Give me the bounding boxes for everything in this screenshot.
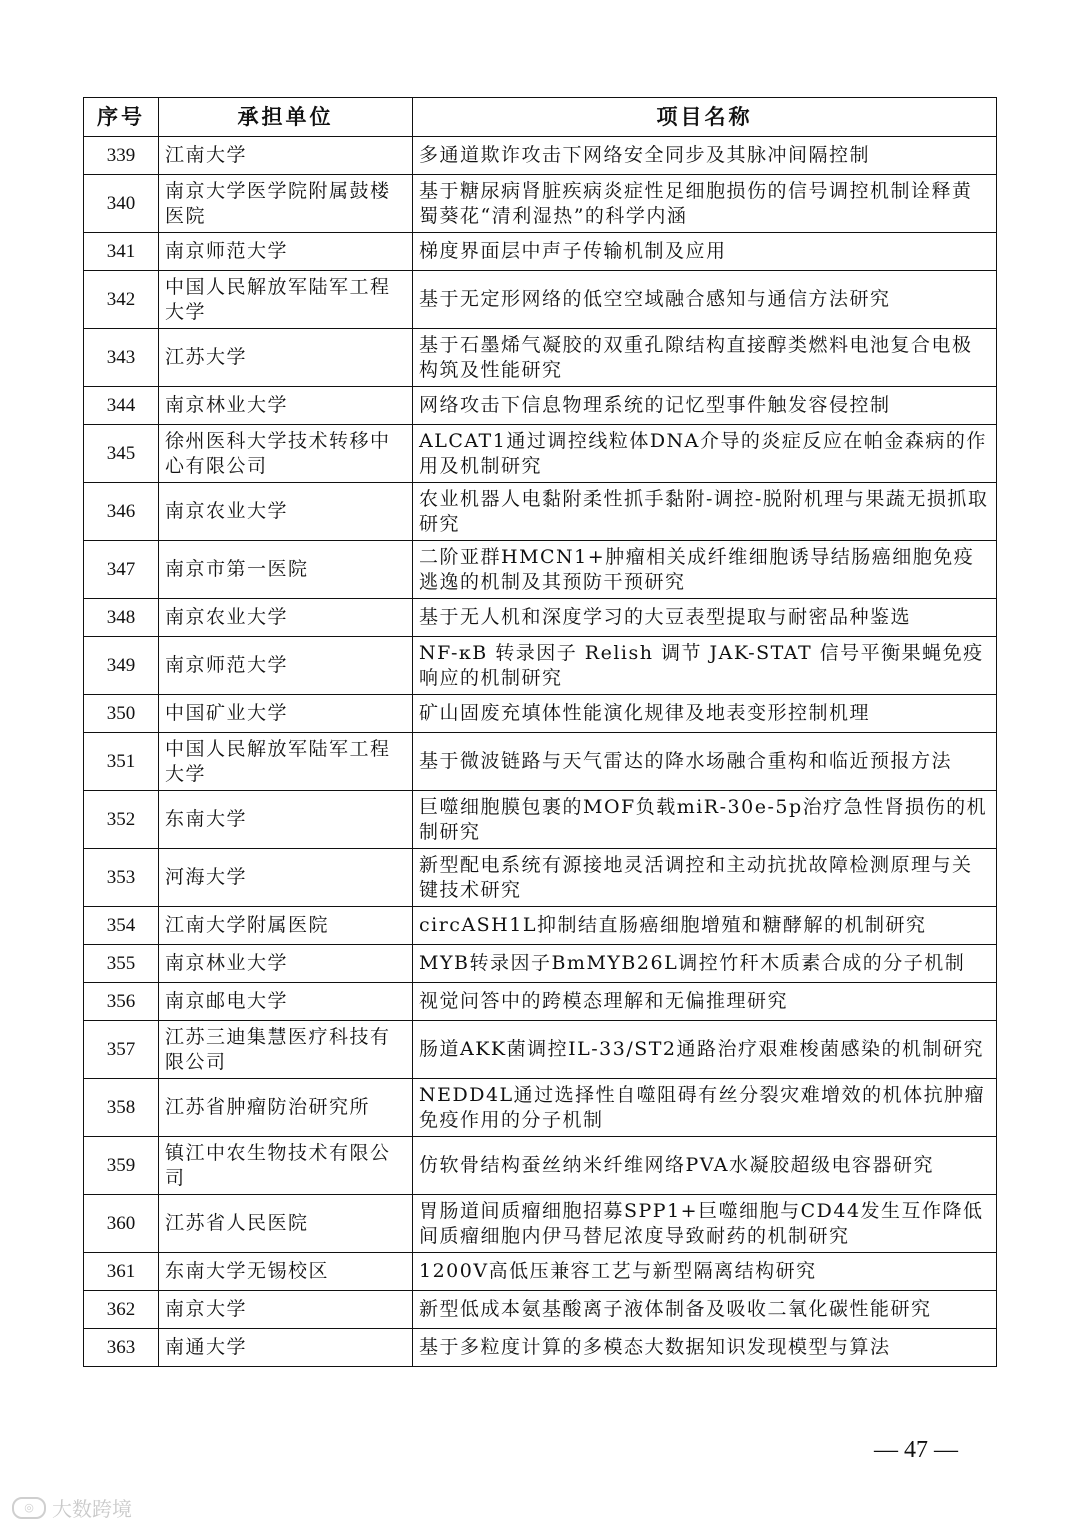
table-body [84, 137, 997, 1367]
table-row [84, 945, 997, 983]
cell-project: NF-κB 转录因子 Relish 调节 JAK-STAT 信号平衡果蝇免疫响应的机制研究 [413, 637, 997, 695]
cell-seq: 363 [84, 1329, 159, 1367]
cell-project: 基于石墨烯气凝胶的双重孔隙结构直接醇类燃料电池复合电极构筑及性能研究 [413, 329, 997, 387]
table-row [84, 1253, 997, 1291]
table-row [84, 1079, 997, 1137]
cell-seq: 347 [84, 541, 159, 599]
cell-seq: 362 [84, 1291, 159, 1329]
cell-seq: 352 [84, 791, 159, 849]
cell-unit: 南京大学医学院附属鼓楼医院 [159, 175, 413, 233]
table-row [84, 329, 997, 387]
table-row [84, 425, 997, 483]
cell-seq: 344 [84, 387, 159, 425]
cell-project: 视觉问答中的跨模态理解和无偏推理研究 [413, 983, 997, 1021]
cell-seq: 361 [84, 1253, 159, 1291]
cell-seq: 351 [84, 733, 159, 791]
cell-project: 二阶亚群HMCN1+肿瘤相关成纤维细胞诱导结肠癌细胞免疫逃逸的机制及其预防干预研究 [413, 541, 997, 599]
table-row [84, 695, 997, 733]
cell-unit: 南京邮电大学 [159, 983, 413, 1021]
cell-seq: 345 [84, 425, 159, 483]
project-table [83, 97, 997, 1367]
table-row [84, 1195, 997, 1253]
cell-project: 基于多粒度计算的多模态大数据知识发现模型与算法 [413, 1329, 997, 1367]
cell-project: 1200V高低压兼容工艺与新型隔离结构研究 [413, 1253, 997, 1291]
table-row [84, 1021, 997, 1079]
cell-unit: 江苏省人民医院 [159, 1195, 413, 1253]
cell-unit: 江南大学附属医院 [159, 907, 413, 945]
table-row [84, 271, 997, 329]
table-row [84, 387, 997, 425]
cell-project: circASH1L抑制结直肠癌细胞增殖和糖酵解的机制研究 [413, 907, 997, 945]
cell-seq: 359 [84, 1137, 159, 1195]
cell-unit: 南京农业大学 [159, 483, 413, 541]
cell-unit: 中国人民解放军陆军工程大学 [159, 271, 413, 329]
cell-project: 肠道AKK菌调控IL-33/ST2通路治疗艰难梭菌感染的机制研究 [413, 1021, 997, 1079]
header-unit: 承担单位 [159, 98, 413, 137]
cell-seq: 340 [84, 175, 159, 233]
cell-seq: 348 [84, 599, 159, 637]
cell-unit: 江苏省肿瘤防治研究所 [159, 1079, 413, 1137]
cell-project: 网络攻击下信息物理系统的记忆型事件触发容侵控制 [413, 387, 997, 425]
table-row [84, 1137, 997, 1195]
cell-unit: 南通大学 [159, 1329, 413, 1367]
table-header-row [84, 98, 997, 137]
cell-project: 基于无定形网络的低空空域融合感知与通信方法研究 [413, 271, 997, 329]
cell-seq: 346 [84, 483, 159, 541]
cell-unit: 南京市第一医院 [159, 541, 413, 599]
table-row [84, 733, 997, 791]
cell-unit: 江苏大学 [159, 329, 413, 387]
cell-project: 新型配电系统有源接地灵活调控和主动抗扰故障检测原理与关键技术研究 [413, 849, 997, 907]
cell-project: 胃肠道间质瘤细胞招募SPP1+巨噬细胞与CD44发生互作降低间质瘤细胞内伊马替尼浓度导致耐药的机制研究 [413, 1195, 997, 1253]
watermark-text: 大数跨境 [52, 1497, 132, 1521]
cell-project: 新型低成本氨基酸离子液体制备及吸收二氧化碳性能研究 [413, 1291, 997, 1329]
cell-project: ALCAT1通过调控线粒体DNA介导的炎症反应在帕金森病的作用及机制研究 [413, 425, 997, 483]
cell-unit: 东南大学无锡校区 [159, 1253, 413, 1291]
header-seq: 序号 [84, 98, 159, 137]
cell-seq: 341 [84, 233, 159, 271]
cell-seq: 358 [84, 1079, 159, 1137]
cell-project: 巨噬细胞膜包裹的MOF负载miR-30e-5p治疗急性肾损伤的机制研究 [413, 791, 997, 849]
cell-seq: 360 [84, 1195, 159, 1253]
table-row [84, 983, 997, 1021]
table-row [84, 1329, 997, 1367]
table-row [84, 483, 997, 541]
cell-project: NEDD4L通过选择性自噬阻碍有丝分裂灾难增效的机体抗肿瘤免疫作用的分子机制 [413, 1079, 997, 1137]
watermark [12, 1493, 132, 1522]
watermark-logo-icon: ◎ [12, 1497, 46, 1519]
cell-unit: 中国人民解放军陆军工程大学 [159, 733, 413, 791]
cell-project: 仿软骨结构蚕丝纳米纤维网络PVA水凝胶超级电容器研究 [413, 1137, 997, 1195]
cell-seq: 357 [84, 1021, 159, 1079]
cell-unit: 南京大学 [159, 1291, 413, 1329]
cell-unit: 南京师范大学 [159, 637, 413, 695]
cell-unit: 南京农业大学 [159, 599, 413, 637]
table-row [84, 637, 997, 695]
table-row [84, 791, 997, 849]
header-project: 项目名称 [413, 98, 997, 137]
cell-unit: 南京师范大学 [159, 233, 413, 271]
table-row [84, 541, 997, 599]
cell-unit: 南京林业大学 [159, 387, 413, 425]
cell-seq: 353 [84, 849, 159, 907]
cell-project: 矿山固废充填体性能演化规律及地表变形控制机理 [413, 695, 997, 733]
table-row [84, 175, 997, 233]
cell-seq: 356 [84, 983, 159, 1021]
table-row [84, 599, 997, 637]
page-number: — 47 — [874, 1437, 958, 1463]
cell-unit: 南京林业大学 [159, 945, 413, 983]
cell-seq: 355 [84, 945, 159, 983]
cell-seq: 350 [84, 695, 159, 733]
cell-project: 农业机器人电黏附柔性抓手黏附-调控-脱附机理与果蔬无损抓取研究 [413, 483, 997, 541]
cell-unit: 徐州医科大学技术转移中心有限公司 [159, 425, 413, 483]
cell-unit: 中国矿业大学 [159, 695, 413, 733]
table-row [84, 233, 997, 271]
cell-project: 基于无人机和深度学习的大豆表型提取与耐密品种鉴选 [413, 599, 997, 637]
table-row [84, 907, 997, 945]
cell-project: 基于微波链路与天气雷达的降水场融合重构和临近预报方法 [413, 733, 997, 791]
cell-project: 多通道欺诈攻击下网络安全同步及其脉冲间隔控制 [413, 137, 997, 175]
cell-unit: 镇江中农生物技术有限公司 [159, 1137, 413, 1195]
table-row [84, 1291, 997, 1329]
table-row [84, 137, 997, 175]
table-row [84, 849, 997, 907]
cell-unit: 江南大学 [159, 137, 413, 175]
cell-seq: 354 [84, 907, 159, 945]
cell-unit: 东南大学 [159, 791, 413, 849]
cell-seq: 342 [84, 271, 159, 329]
cell-project: 梯度界面层中声子传输机制及应用 [413, 233, 997, 271]
cell-unit: 江苏三迪集慧医疗科技有限公司 [159, 1021, 413, 1079]
cell-seq: 349 [84, 637, 159, 695]
cell-project: 基于糖尿病肾脏疾病炎症性足细胞损伤的信号调控机制诠释黄蜀葵花“清利湿热”的科学内涵 [413, 175, 997, 233]
cell-unit: 河海大学 [159, 849, 413, 907]
cell-seq: 343 [84, 329, 159, 387]
cell-seq: 339 [84, 137, 159, 175]
cell-project: MYB转录因子BmMYB26L调控竹秆木质素合成的分子机制 [413, 945, 997, 983]
